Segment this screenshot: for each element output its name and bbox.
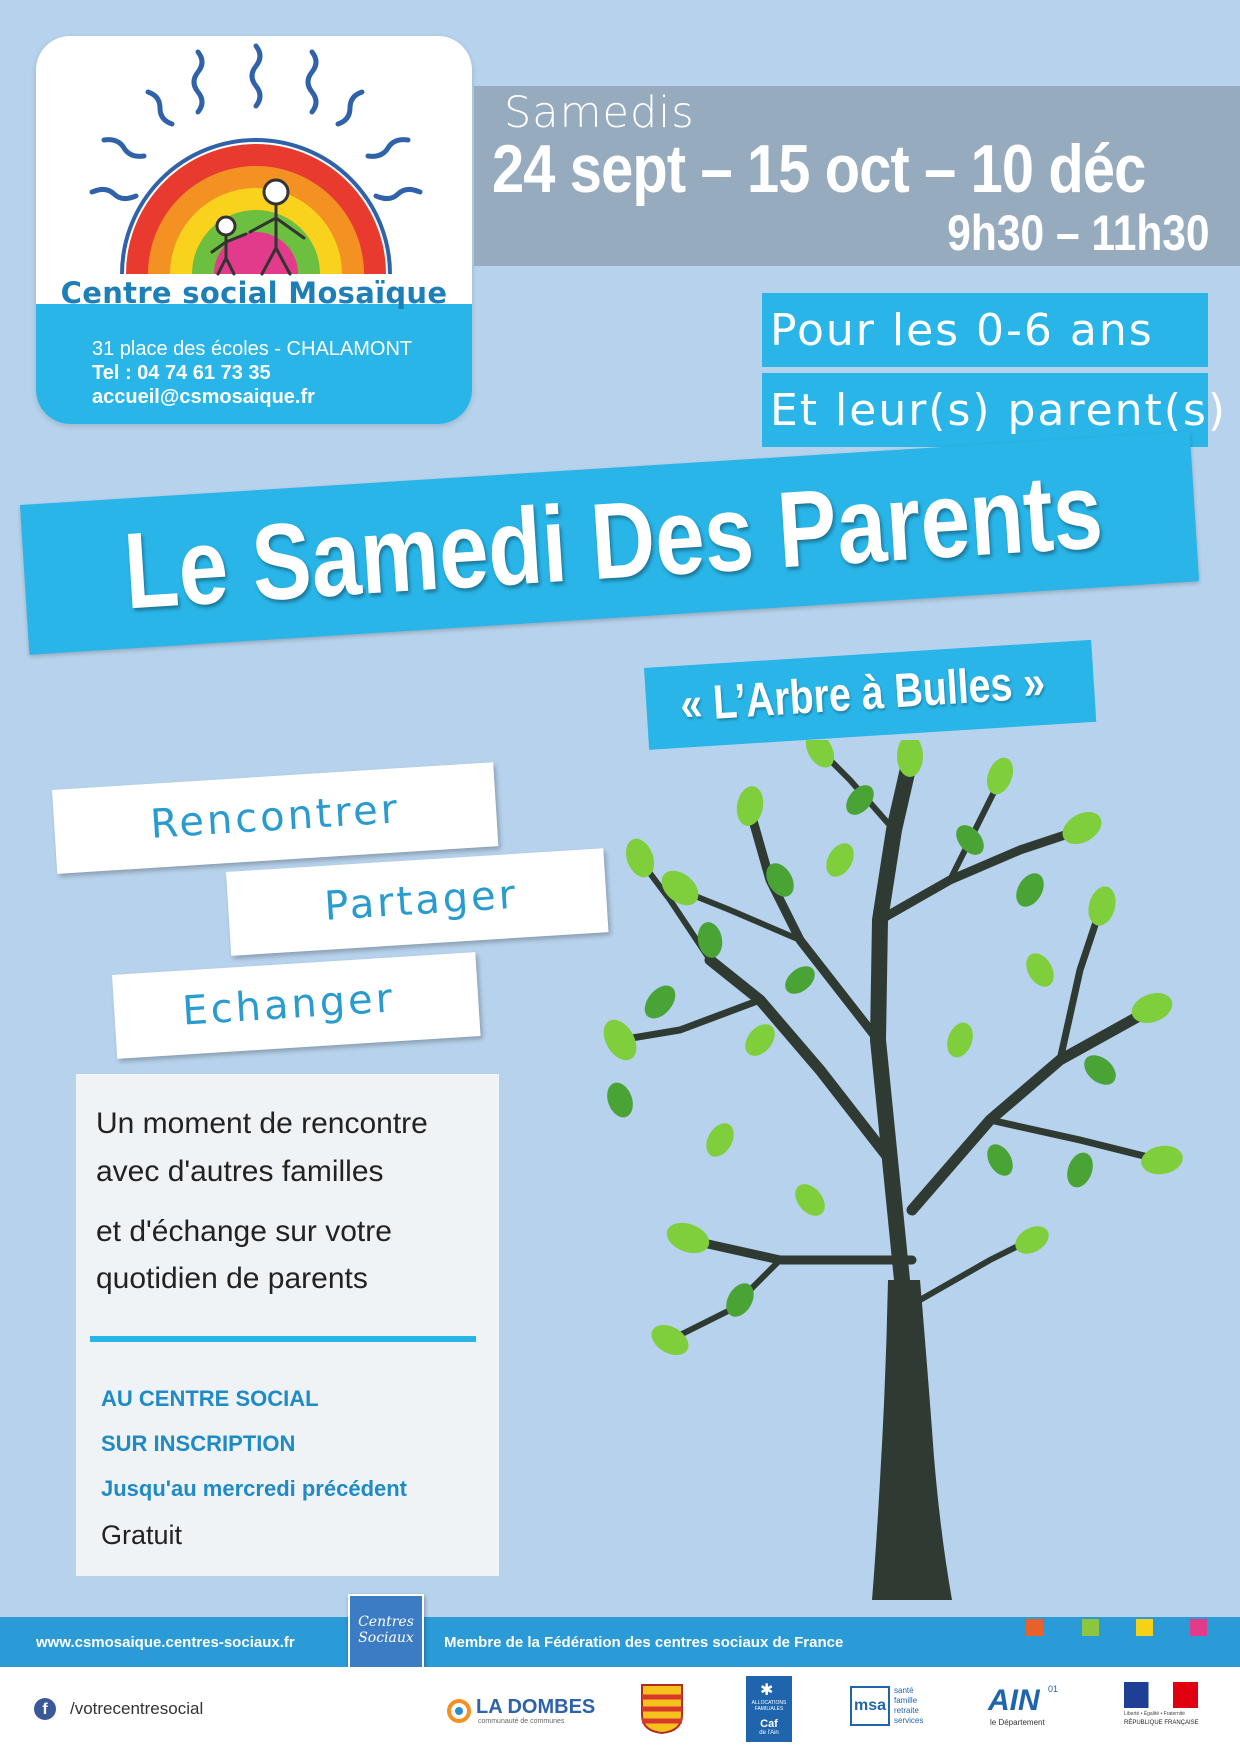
divider — [90, 1336, 476, 1342]
color-square-yellow — [1136, 1619, 1153, 1636]
website-link[interactable]: www.csmosaique.centres-sociaux.fr — [36, 1634, 295, 1651]
badge-line-1: Centres — [358, 1614, 414, 1630]
verb-card-rencontrer — [52, 762, 498, 874]
schedule-hours: 9h30 – 11h30 — [947, 205, 1210, 261]
french-flag-icon — [1124, 1682, 1198, 1708]
description-line-4: quotidien de parents — [96, 1262, 368, 1295]
description-line-2: avec d'autres familles — [96, 1155, 384, 1188]
color-square-orange — [1026, 1619, 1043, 1636]
rf-motto: Liberté • Égalité • Fraternité — [1124, 1711, 1186, 1717]
info-registration: SUR INSCRIPTION — [101, 1431, 296, 1456]
msa-tag-3: retraite — [894, 1706, 919, 1715]
msa-logo: msa — [850, 1686, 890, 1726]
audience-parents: Et leur(s) parent(s) — [762, 373, 1208, 447]
partner-msa — [850, 1686, 946, 1728]
info-panel — [76, 1074, 499, 1576]
partner-la-dombes — [446, 1694, 596, 1730]
ain-name: AIN — [988, 1684, 1040, 1717]
partner-caf — [746, 1676, 792, 1742]
facebook-icon[interactable]: f — [34, 1698, 56, 1720]
verb-card-echanger — [112, 952, 481, 1059]
msa-taglines — [894, 1686, 923, 1726]
sun-logo — [86, 42, 426, 282]
dombes-name: LA DOMBES — [476, 1696, 596, 1718]
partner-republique-francaise — [1124, 1682, 1200, 1738]
address-text: 31 place des écoles - CHALAMONT — [92, 338, 413, 360]
main-title: Le Samedi Des Parents — [120, 449, 1106, 632]
schedule-dates: 24 sept – 15 oct – 10 déc — [492, 131, 1146, 207]
info-place: AU CENTRE SOCIAL — [101, 1386, 319, 1411]
dombes-icon — [446, 1698, 472, 1724]
msa-tag-2: famille — [894, 1696, 918, 1705]
caf-line-3: de l'Ain — [759, 1730, 779, 1736]
ain-sub: le Département — [990, 1718, 1045, 1727]
verb-card-partager — [226, 848, 609, 956]
msa-tag-1: santé — [894, 1686, 914, 1695]
logo-title: Centre social Mosaïque — [60, 276, 448, 310]
verb-echanger: Echanger — [180, 975, 397, 1035]
title-banner — [20, 431, 1199, 654]
caf-snowflake-icon: ✱ — [760, 1682, 774, 1699]
logo-card — [36, 36, 472, 424]
verb-partager: Partager — [322, 871, 520, 930]
verb-rencontrer: Rencontrer — [148, 786, 402, 848]
email-link[interactable]: accueil@csmosaique.fr — [92, 386, 315, 408]
badge-line-2: Sociaux — [358, 1630, 414, 1646]
info-price: Gratuit — [101, 1520, 183, 1550]
description-line-3: et d'échange sur votre — [96, 1215, 392, 1248]
ain-num: 01 — [1048, 1684, 1059, 1694]
caf-line-2: Caf — [760, 1718, 778, 1730]
audience-age: Pour les 0-6 ans — [762, 293, 1208, 367]
color-square-green — [1082, 1619, 1099, 1636]
caf-line-1: ALLOCATIONS FAMILIALES — [751, 1700, 787, 1712]
tree-illustration — [560, 740, 1220, 1600]
facebook-link[interactable]: /votrecentresocial — [70, 1699, 204, 1718]
phone-text: Tel : 04 74 61 73 35 — [92, 362, 271, 384]
description-line-1: Un moment de rencontre — [96, 1107, 428, 1140]
info-deadline: Jusqu'au mercredi précédent — [101, 1476, 408, 1501]
subtitle-banner — [644, 640, 1096, 750]
ain-coat-of-arms-icon — [640, 1683, 684, 1735]
subtitle: « L’Arbre à Bulles » — [678, 655, 1047, 732]
partner-ain-departement — [988, 1684, 1068, 1732]
color-square-pink — [1190, 1619, 1207, 1636]
rf-name: RÉPUBLIQUE FRANÇAISE — [1124, 1720, 1199, 1726]
schedule-label: Samedis — [504, 88, 695, 138]
msa-tag-4: services — [894, 1716, 924, 1725]
dombes-sub: communauté de communes — [478, 1718, 565, 1725]
federation-text: Membre de la Fédération des centres sociaux de France — [444, 1634, 844, 1651]
